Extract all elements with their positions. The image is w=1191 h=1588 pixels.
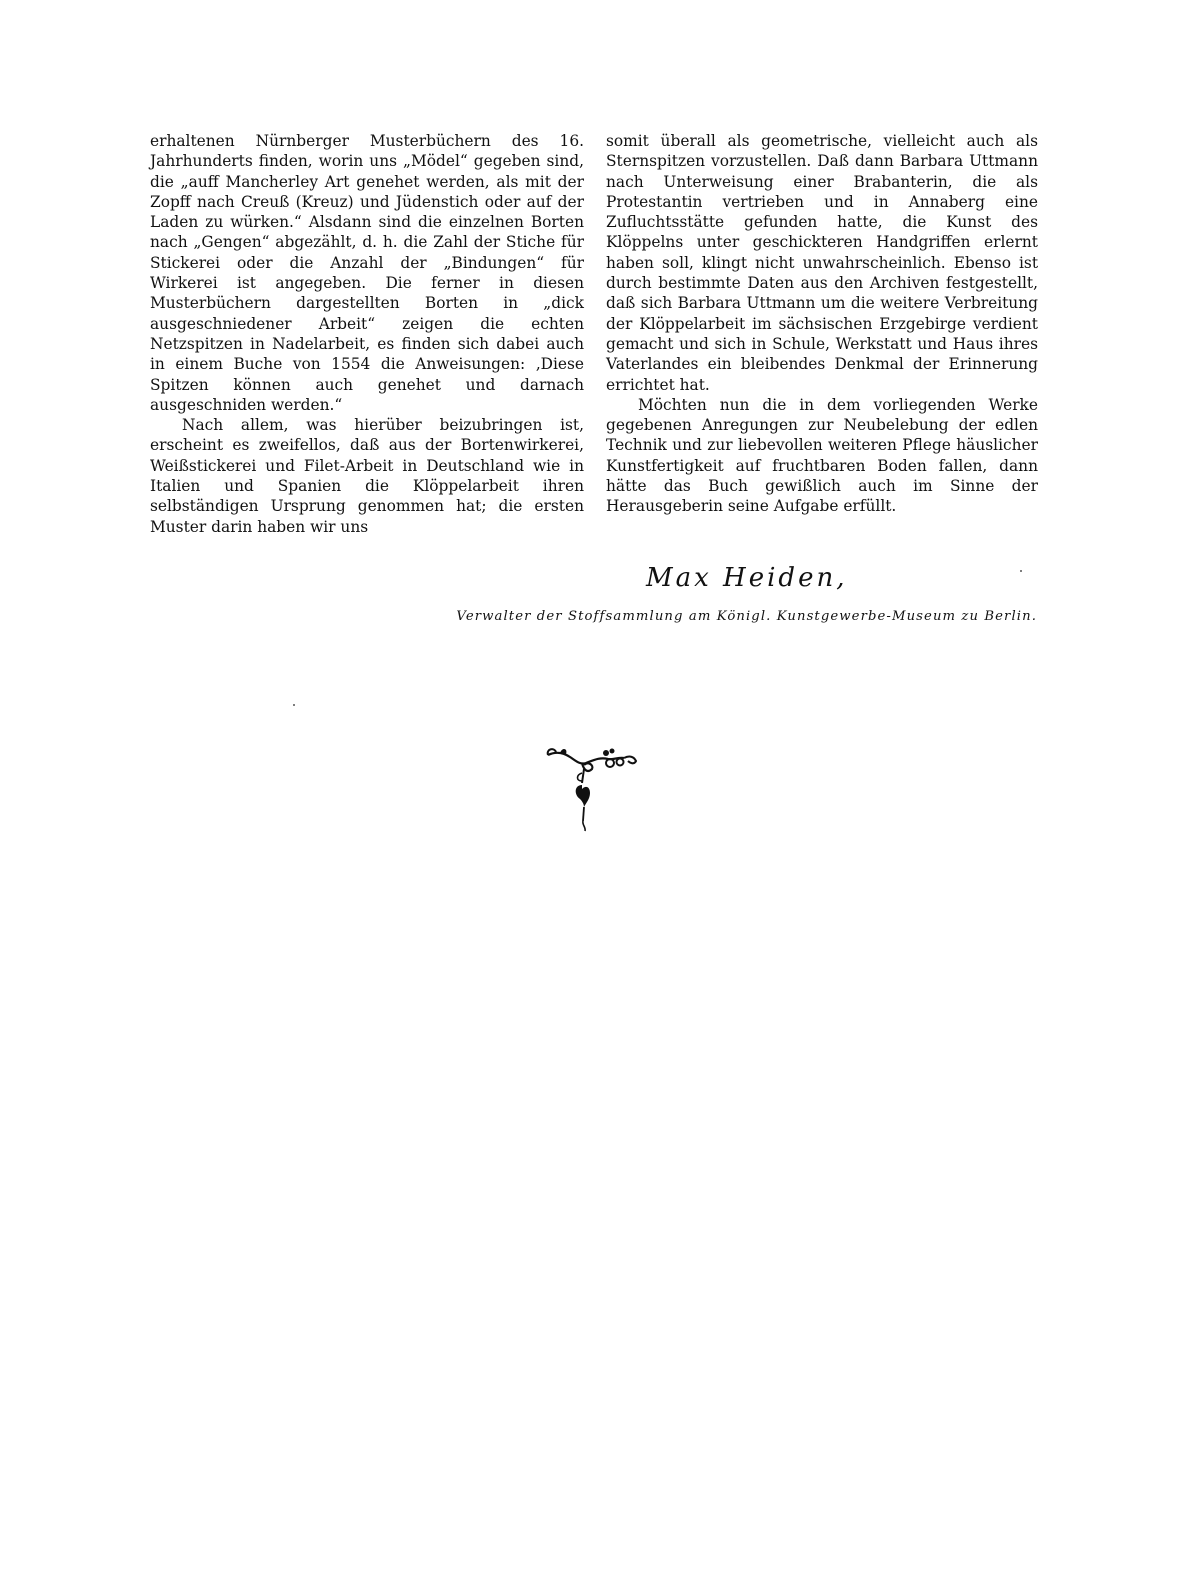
print-speck [1020,570,1022,572]
floral-vignette-icon [546,745,638,835]
signature-name: Max Heiden, [646,563,848,593]
right-text-column [606,131,1038,517]
left-paragraph-1: erhaltenen Nürnberger Musterbüchern des 16. Jahrhunderts finden, worin uns „Mödel“ gegeben sind, die „auff Mancherley Art genehet werden, als mit der Zopff nach Creuß (Kreuz) und Jüdenstich oder auf der Laden zu würken.“ Alsdann sind die einzelnen Borten nach „Gengen“ abgezählt, d. h. die Zahl der Stiche für Stickerei oder die Anzahl der „Bindungen“ für Wirkerei ist angegeben. Die ferner in diesen Musterbüchern dargestellten Borten in „dick ausgeschniedener Arbeit“ zeigen die echten Netzspitzen in Nadelarbeit, es finden sich dabei auch in einem Buche von 1554 die Anweisungen: ‚Diese Spitzen können auch genehet und darnach ausgeschniden werden.“ [150,132,584,414]
left-text-column [150,131,584,537]
right-paragraph-1: somit überall als geometrische, vielleicht auch als Sternspitzen vorzustellen. Daß dann Barbara Uttmann nach Unterweisung einer Brabanterin, die als Protestantin vertrieben und in Annaberg eine Zufluchtsstätte gefunden hatte, die Kunst des Klöppelns unter geschickteren Handgriffen erlernt haben soll, klingt nicht unwahrscheinlich. Ebenso ist durch bestimmte Daten aus den Archiven festgestellt, daß sich Barbara Uttmann um die weitere Verbreitung der Klöppelarbeit im sächsischen Erzgebirge verdient gemacht und sich in Schule, Werkstatt und Haus ihres Vaterlandes ein bleibendes Denkmal der Erinnerung errichtet hat. [606,132,1038,394]
left-paragraph-2: Nach allem, was hierüber beizubringen ist, erscheint es zweifellos, daß aus der Bortenwirkerei, Weißstickerei und Filet-Arbeit in Deutschland wie in Italien und Spanien die Klöppelarbeit ihren selbständigen Ursprung genommen hat; die ersten Muster darin haben wir uns [150,416,584,536]
print-speck [293,704,295,706]
signature-title: Verwalter der Stoffsammlung am Königl. Kunstgewerbe-Museum zu Berlin. [456,609,1037,624]
right-paragraph-2: Möchten nun die in dem vorliegenden Werke gegebenen Anregungen zur Neubelebung der edlen Technik und zur liebevollen weiteren Pflege häuslicher Kunstfertigkeit auf fruchtbaren Boden fallen, dann hätte das Buch gewißlich auch im Sinne der Herausgeberin seine Aufgabe erfüllt. [606,395,1038,516]
